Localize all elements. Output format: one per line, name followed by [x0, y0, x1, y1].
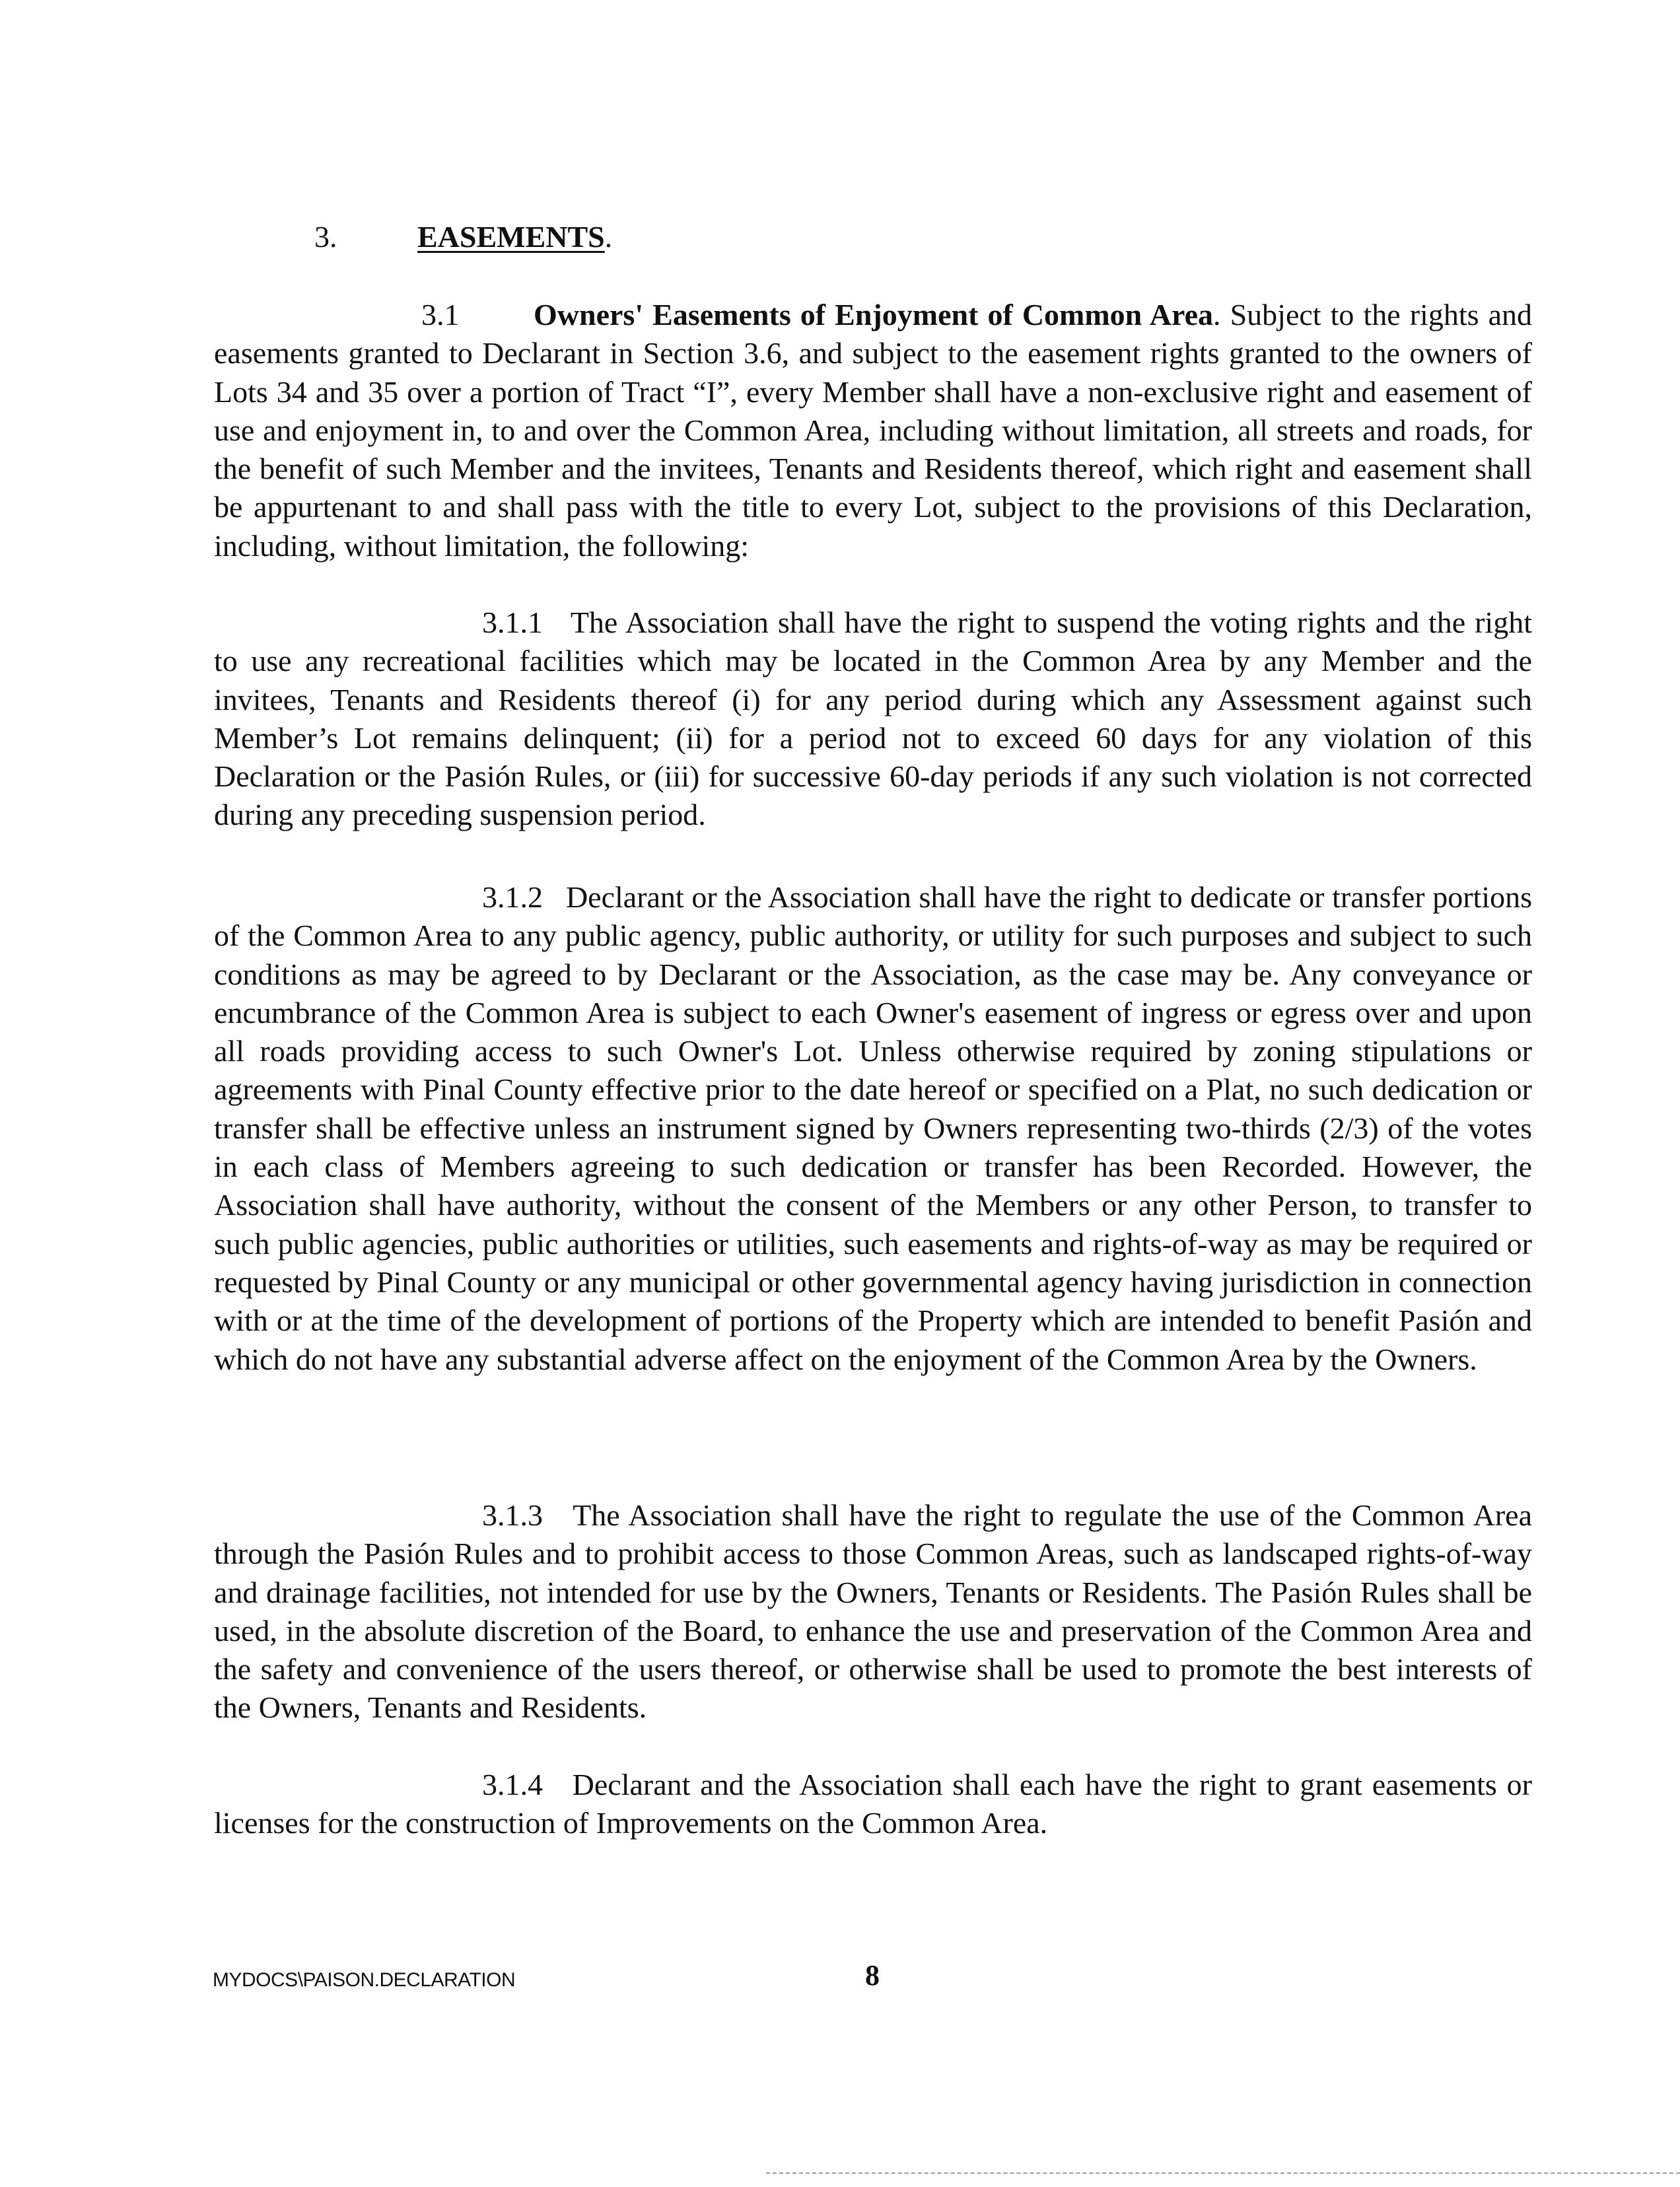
- paragraph-3-1-2-number: 3.1.2: [482, 880, 543, 914]
- paragraph-3-1-3: [214, 1496, 1532, 1727]
- paragraph-3-1-3-text: The Association shall have the right to regulate the use of the Common Area through the Pasión Rules and to prohibit access to those Common Areas, such as landscaped rights-of-way and drainage facilities, not intended for use by the Owners, Tenants or Residents. The Pasión Rules shall be used, in the absolute discretion of the Board, to enhance the use and preservation of the Common Area and the safety and convenience of the users thereof, or otherwise shall be used to promote the best interests of the Owners, Tenants and Residents.: [214, 1498, 1533, 1725]
- paragraph-3-1-4-text: Declarant and the Association shall each have the right to grant easements or licenses for the construction of Improvements on the Common Area.: [214, 1768, 1532, 1840]
- paragraph-3-1-1-number: 3.1.1: [482, 606, 543, 639]
- paragraph-3-1: [214, 296, 1532, 565]
- paragraph-3-1-4-number: 3.1.4: [482, 1768, 543, 1801]
- paragraph-3-1-1: [214, 604, 1532, 835]
- section-title: EASEMENTS: [417, 220, 605, 254]
- paragraph-3-1-2-text: Declarant or the Association shall have the right to dedicate or transfer portions of the Common Area to any public agency, public authority, or utility for such purposes and subject to such conditions as may be agreed to by Declarant or the Association, as the case may be. Any conveyance or encumbrance of the Common Area is subject to each Owner's easement of ingress or egress over and upon all roads providing access to such Owner's Lot. Unless otherwise required by zoning stipulations or agreements with Pinal County effective prior to the date hereof or specified on a Plat, no such dedication or transfer shall be effective unless an instrument signed by Owners representing two-thirds (2/3) of the votes in each class of Members agreeing to such dedication or transfer has been Recorded. However, the Association shall have authority, without the consent of the Members or any other Person, to transfer to such public agencies, public authorities or utilities, such easements and rights-of-way as may be required or requested by Pinal County or any municipal or other governmental agency having jurisdiction in connection with or at the time of the development of portions of the Property which are intended to benefit Pasión and which do not have any substantial adverse affect on the enjoyment of the Common Area by the Owners.: [214, 880, 1532, 1376]
- section-heading: [314, 218, 612, 256]
- paragraph-3-1-2: [214, 878, 1532, 1379]
- paragraph-3-1-1-text: The Association shall have the right to suspend the voting rights and the right to use any recreational facilities which may be located in the Common Area by any Member and the invitees, Tenants and Residents thereof (i) for any period during which any Assessment against such Member’s Lot remains delinquent; (ii) for a period not to exceed 60 days for any violation of this Declaration or the Pasión Rules, or (iii) for successive 60-day periods if any such violation is not corrected during any preceding suspension period.: [214, 606, 1532, 832]
- paragraph-3-1-4: [214, 1766, 1532, 1843]
- section-number: 3.: [314, 220, 337, 254]
- footer-document-path: MYDOCS\PAISON.DECLARATION: [213, 1969, 516, 1991]
- paragraph-3-1-3-number: 3.1.3: [482, 1498, 543, 1532]
- paragraph-3-1-heading: Owners' Easements of Enjoyment of Common Area: [534, 298, 1214, 331]
- scan-edge-rule: [766, 2172, 1680, 2174]
- footer-page-number: 8: [865, 1959, 880, 1992]
- paragraph-3-1-text: . Subject to the rights and easements granted to Declarant in Section 3.6, and subject to the easement rights granted to the owners of Lots 34 and 35 over a portion of Tract “I”, every Member shall have a non-exclusive right and easement of use and enjoyment in, to and over the Common Area, including without limitation, all streets and roads, for the benefit of such Member and the invitees, Tenants and Residents thereof, which right and easement shall be appurtenant to and shall pass with the title to every Lot, subject to the provisions of this Declaration, including, without limitation, the following:: [214, 298, 1533, 563]
- paragraph-3-1-number: 3.1: [421, 298, 460, 331]
- section-title-suffix: .: [604, 220, 613, 254]
